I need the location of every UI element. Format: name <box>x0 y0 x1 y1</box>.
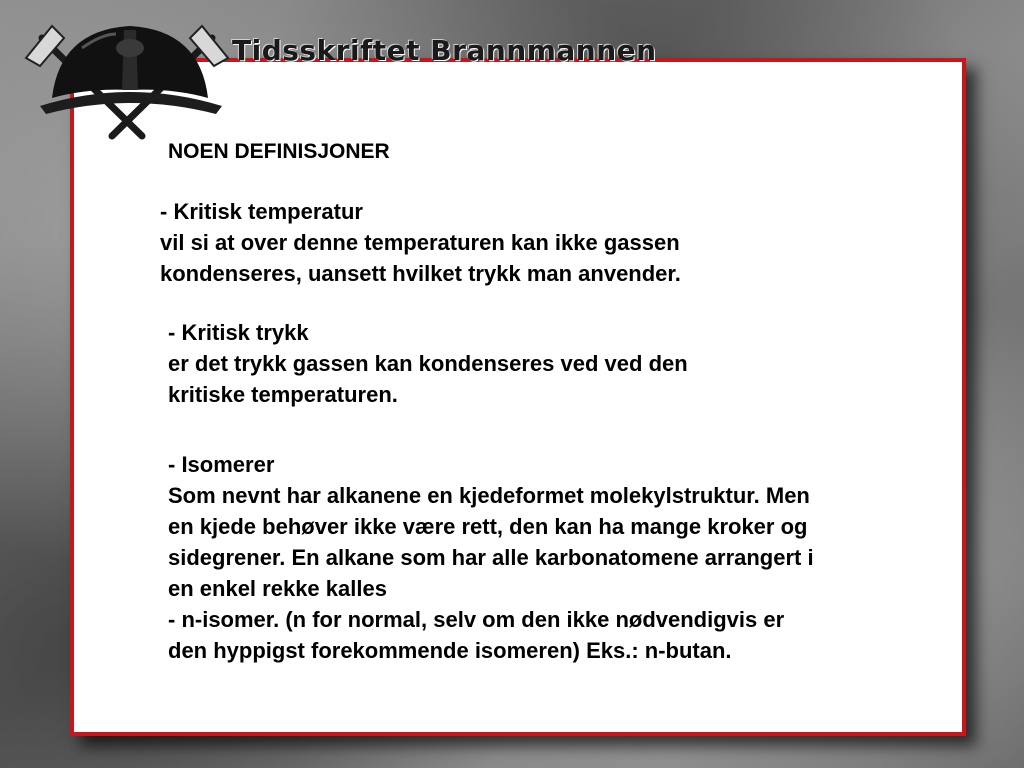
definition-line: sidegrener. En alkane som har alle karbonatomene arrangert i <box>168 545 814 570</box>
definition-line: kritiske temperaturen. <box>168 382 398 407</box>
definition-line: en enkel rekke kalles <box>168 576 387 601</box>
definition-isomers <box>168 449 814 666</box>
definition-line: en kjede behøver ikke være rett, den kan ha mange kroker og <box>168 514 808 539</box>
definition-line: - Kritisk trykk <box>168 320 309 345</box>
definition-line: - Isomerer <box>168 452 275 477</box>
definition-line: - Kritisk temperatur <box>160 199 363 224</box>
definition-line: kondenseres, uansett hvilket trykk man anvender. <box>160 261 681 286</box>
definition-critical-pressure <box>168 317 688 410</box>
definition-line: vil si at over denne temperaturen kan ikke gassen <box>160 230 680 255</box>
definition-critical-temperature <box>160 196 681 289</box>
definition-line: Som nevnt har alkanene en kjedeformet molekylstruktur. Men <box>168 483 810 508</box>
magazine-title: Tidsskriftet Brannmannen <box>232 34 657 67</box>
page-heading: NOEN DEFINISJONER <box>168 140 390 163</box>
fire-helmet-logo-icon <box>12 8 242 148</box>
definition-line: den hyppigst forekommende isomeren) Eks.: n-butan. <box>168 638 732 663</box>
definition-line: er det trykk gassen kan kondenseres ved ved den <box>168 351 688 376</box>
definition-line: - n-isomer. (n for normal, selv om den ikke nødvendigvis er <box>168 607 785 632</box>
